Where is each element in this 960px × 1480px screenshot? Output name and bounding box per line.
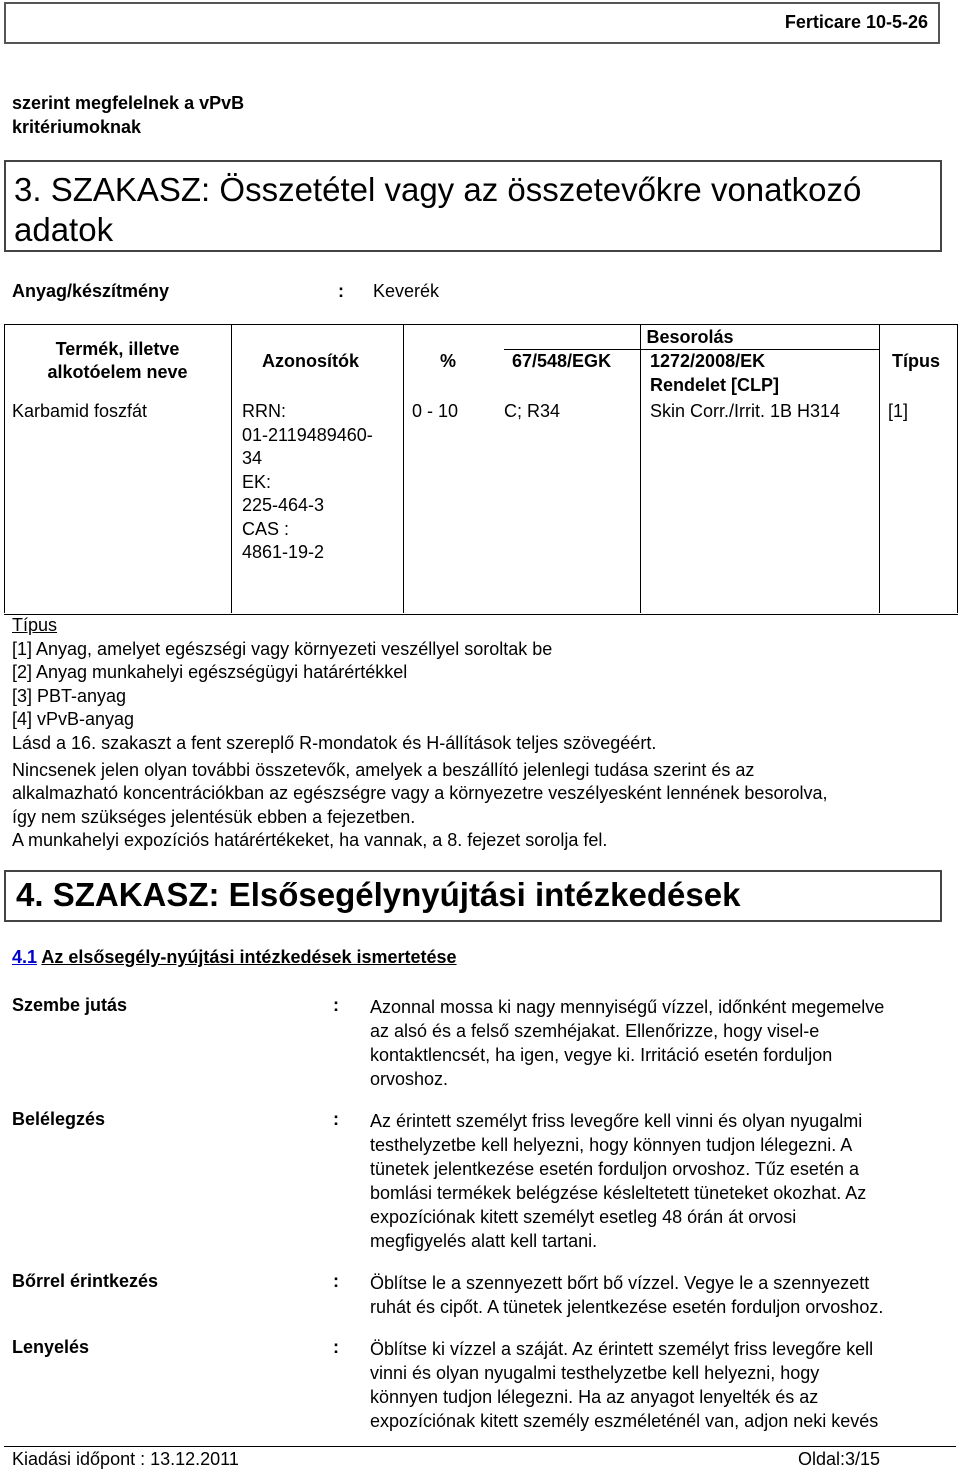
section4-title: 4. SZAKASZ: Elsősegélynyújtási intézkedések [16, 876, 741, 913]
text-line: tünetek jelentkezése esetén forduljon orvoshoz. Tűz esetén a [370, 1159, 859, 1179]
header-type: Típus [892, 351, 940, 371]
type-note: [2] Anyag munkahelyi egészségügyi határértékkel [12, 662, 408, 682]
row-identifier: 34 [242, 448, 263, 468]
text-line: ruhát és cipőt. A tünetek jelentkezése esetén forduljon orvoshoz. [370, 1297, 884, 1317]
exposure-note: A munkahelyi expozíciós határértékeket, ha vannak, a 8. fejezet sorolja fel. [12, 830, 608, 850]
footer-page-number: Oldal:3/15 [798, 1449, 881, 1469]
notes-paragraph-line: alkalmazható koncentrációkban az egészségre vagy a környezetre veszélyesként lennének besorolva, [12, 783, 828, 803]
row-identifier: RRN: [242, 401, 286, 421]
row-percent: 0 - 10 [412, 401, 459, 421]
row-clp: Skin Corr./Irrit. 1B H314 [650, 401, 841, 421]
text-line: az alsó és a felső szemhéjakat. Ellenőrizze, hogy visel-e [370, 1021, 820, 1041]
subsection-title: Az elsősegély-nyújtási intézkedések ismertetése [41, 947, 457, 967]
text-line: orvoshoz. [370, 1069, 449, 1089]
header-clp-line2: Rendelet [CLP] [650, 375, 780, 395]
first-aid-colon: : [333, 995, 339, 1015]
header-clp-line1: 1272/2008/EK [650, 351, 766, 371]
text-line: könnyen tudjon lélegezni. Ha az anyagot lenyelték és az [370, 1387, 819, 1407]
table-divider [640, 324, 641, 613]
notes-paragraph-line: így nem szükséges jelentésük ebben a fejezetben. [12, 807, 416, 827]
table-divider [879, 324, 880, 613]
table-border-right [957, 324, 958, 613]
text-line: megfigyelés alatt kell tartani. [370, 1231, 598, 1251]
row-identifier: EK: [242, 472, 272, 492]
first-aid-label-eye: Szembe jutás [12, 995, 128, 1015]
first-aid-text-eye [370, 995, 960, 1091]
text-line: testhelyzetbe kell helyezni, hogy könnyen tudjon lélegezni. A [370, 1135, 853, 1155]
first-aid-text-ingestion [370, 1337, 960, 1433]
document-title: Ferticare 10-5-26 [784, 12, 928, 32]
header-box [4, 2, 940, 44]
type-note: Lásd a 16. szakaszt a fent szereplő R-mondatok és H-állítások teljes szövegéért. [12, 733, 657, 753]
row-name: Karbamid foszfát [12, 401, 148, 421]
row-identifier: CAS : [242, 519, 290, 539]
substance-colon: : [338, 281, 344, 301]
first-aid-colon: : [333, 1337, 339, 1357]
row-type: [1] [888, 401, 909, 421]
subsection-heading [12, 946, 457, 969]
text-line: kontaktlencsét, ha igen, vegye ki. Irritáció esetén forduljon [370, 1045, 833, 1065]
table-divider [231, 324, 232, 613]
first-aid-label-inhalation: Belélegzés [12, 1109, 106, 1129]
type-heading: Típus [12, 615, 58, 635]
type-note: [4] vPvB-anyag [12, 709, 135, 729]
text-line: Öblítse ki vízzel a száját. Az érintett személyt friss levegőre kell [370, 1339, 874, 1359]
type-note: [3] PBT-anyag [12, 686, 127, 706]
row-identifier: 4861-19-2 [242, 542, 325, 562]
text-line: expozíciónak kitett személy eszméleténél van, adjon neki kevés [370, 1411, 879, 1431]
notes-paragraph-line: Nincsenek jelen olyan további összetevők, amelyek a beszállító jelenlegi tudása szerint és az [12, 760, 755, 780]
header-percent: % [440, 351, 457, 371]
header-identifiers: Azonosítók [262, 351, 359, 371]
first-aid-label-skin: Bőrrel érintkezés [12, 1271, 159, 1291]
row-egk: C; R34 [504, 401, 561, 421]
first-aid-text-inhalation [370, 1109, 960, 1253]
text-line: bomlási termékek belégzése késleltetett tüneteket okozhat. Az [370, 1183, 867, 1203]
first-aid-text-skin [370, 1271, 960, 1319]
text-line: Öblítse le a szennyezett bőrt bő vízzel. Vegye le a szennyezett [370, 1273, 870, 1293]
footer-issue-date: Kiadási időpont : 13.12.2011 [12, 1449, 239, 1469]
type-note: [1] Anyag, amelyet egészségi vagy környezeti veszéllyel soroltak be [12, 639, 553, 659]
substance-label: Anyag/készítmény [12, 281, 170, 301]
header-product-line1: Termék, illetve [55, 339, 180, 359]
first-aid-colon: : [333, 1271, 339, 1291]
substance-value: Keverék [373, 281, 440, 301]
header-product-line2: alkotóelem neve [47, 362, 188, 382]
text-line: expozíciónak kitett személyt esetleg 48 órán át orvosi [370, 1207, 797, 1227]
text-line: vinni és olyan nyugalmi testhelyzetbe kell helyezni, hogy [370, 1363, 820, 1383]
table-divider [403, 324, 404, 613]
section3-title: 3. SZAKASZ: Összetétel vagy az összetevőkre vonatkozó adatok [14, 171, 862, 248]
text-line: Az érintett személyt friss levegőre kell vinni és olyan nyugalmi [370, 1111, 863, 1131]
header-egk: 67/548/EGK [512, 351, 612, 371]
first-aid-label-ingestion: Lenyelés [12, 1337, 90, 1357]
row-identifier: 225-464-3 [242, 495, 325, 515]
footer-divider [4, 1446, 956, 1447]
text-line: Azonnal mossa ki nagy mennyiségű vízzel, időnként megemelve [370, 997, 885, 1017]
first-aid-colon: : [333, 1109, 339, 1129]
header-classification: Besorolás [646, 327, 734, 347]
row-identifier: 01-2119489460- [242, 425, 373, 445]
intro-line-1: szerint megfelelnek a vPvB [12, 93, 245, 113]
subsection-number: 4.1 [12, 947, 38, 967]
intro-line-2: kritériumoknak [12, 117, 142, 137]
